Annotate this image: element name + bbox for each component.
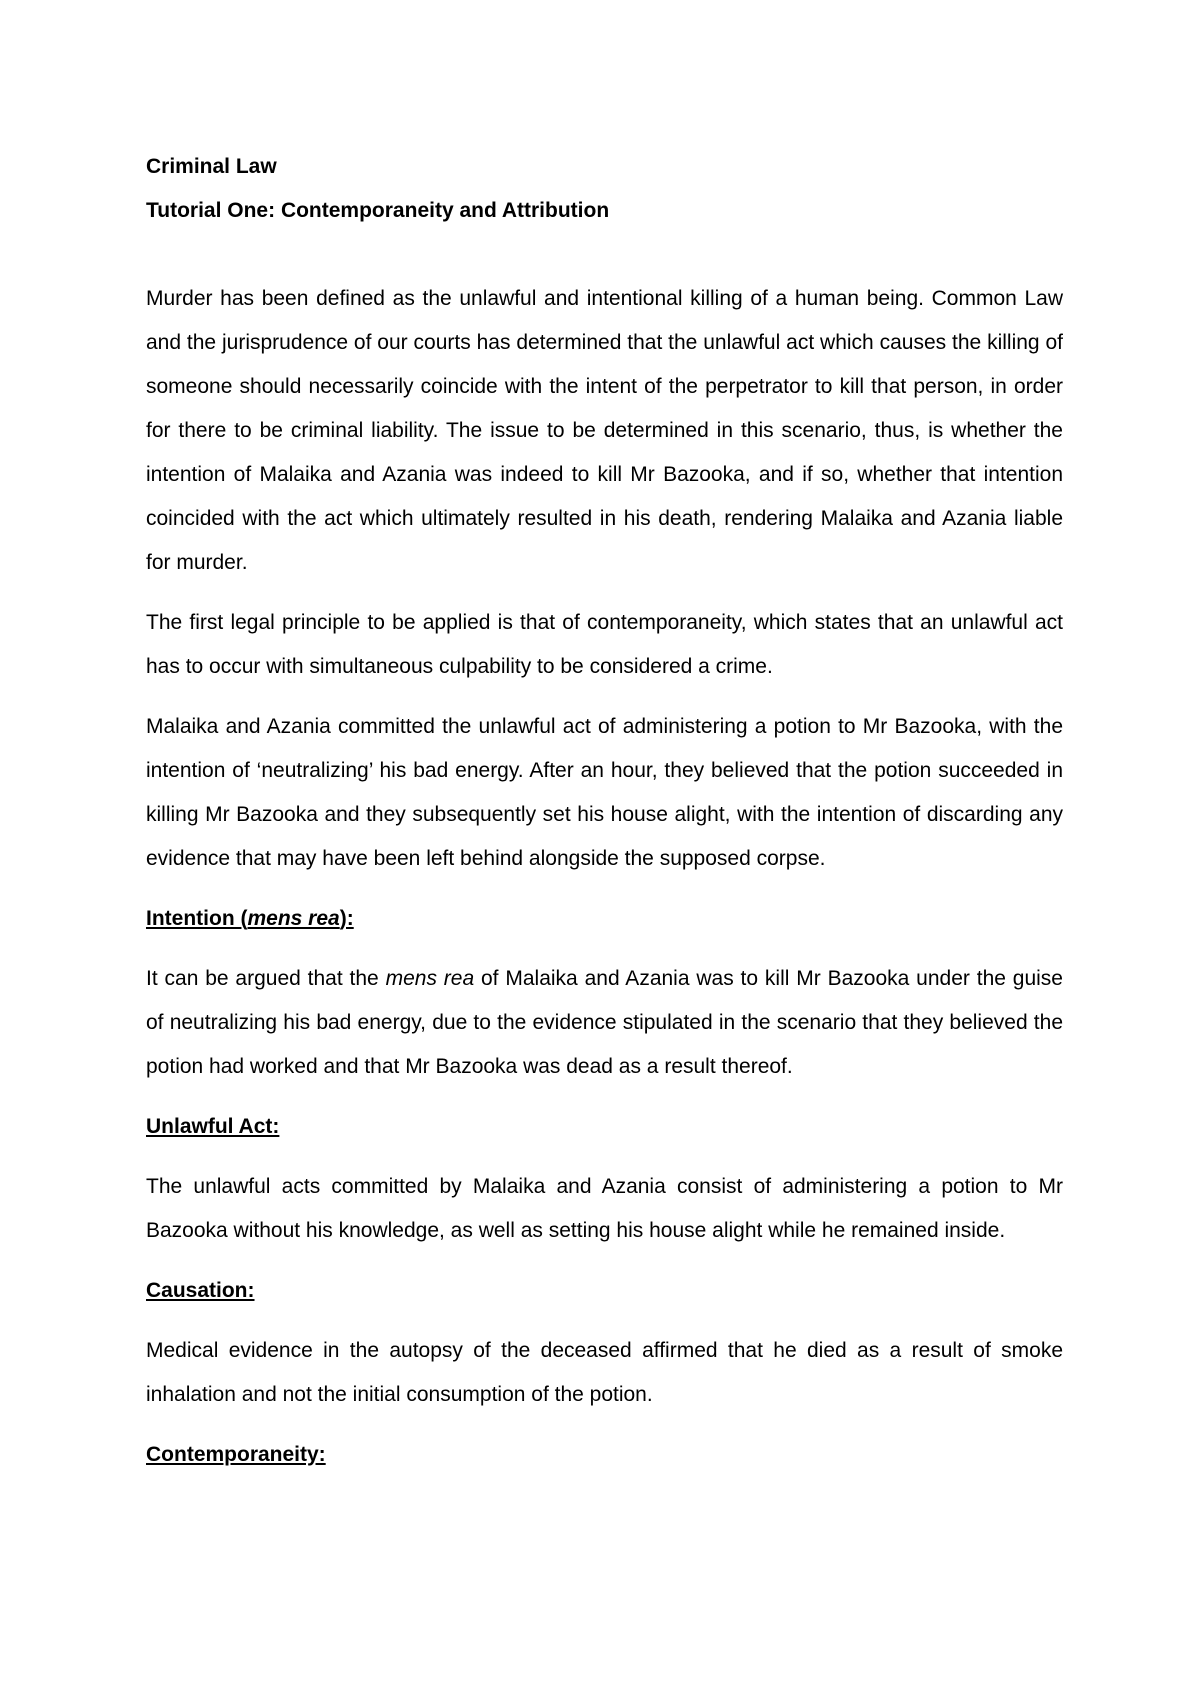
document-subtitle: Tutorial One: Contemporaneity and Attribution (146, 199, 610, 222)
unlawful-act-paragraph: The unlawful acts committed by Malaika and Azania consist of administering a potion to Mr Bazooka without his knowledge, as well as setting his house alight while he remained inside. (146, 1175, 1063, 1242)
intention-text-italic: mens rea (385, 967, 475, 990)
intention-text-before: It can be argued that the (146, 967, 386, 990)
facts-paragraph: Malaika and Azania committed the unlawful act of administering a potion to Mr Bazooka, with the intention of ‘neutralizing’ his bad energy. After an hour, they believed that the potion succeeded in killing Mr Bazooka and they subsequently set his house alight, with the intention of discarding any evidence that may have been left behind alongside the supposed corpse. (146, 715, 1063, 870)
contemporaneity-heading: Contemporaneity: (146, 1443, 326, 1466)
intention-heading (146, 897, 1063, 941)
causation-paragraph: Medical evidence in the autopsy of the deceased affirmed that he died as a result of smoke inhalation and not the initial consumption of the potion. (146, 1339, 1063, 1406)
principle-paragraph: The first legal principle to be applied is that of contemporaneity, which states that an unlawful act has to occur with simultaneous culpability to be considered a crime. (146, 611, 1063, 678)
intention-heading-italic: mens rea (247, 907, 340, 930)
intention-paragraph (146, 957, 1063, 1089)
spacer (146, 1417, 1063, 1433)
spacer (146, 881, 1063, 897)
intention-text-after: of Malaika and Azania was to kill Mr Bazooka under the guise of neutralizing his bad energy, due to the evidence stipulated in the scenario that they believed the potion had worked and that Mr Bazooka was dead as a result thereof. (146, 967, 1063, 1078)
unlawful-act-heading: Unlawful Act: (146, 1115, 280, 1138)
causation-heading: Causation: (146, 1279, 255, 1302)
spacer (146, 233, 1063, 277)
spacer (146, 1253, 1063, 1269)
document-body (146, 145, 1063, 1477)
intention-heading-before: Intention ( (146, 907, 248, 930)
intro-paragraph: Murder has been defined as the unlawful and intentional killing of a human being. Common Law and the jurisprudence of our courts has determined that the unlawful act which causes the killing of someone should necessarily coincide with the intent of the perpetrator to kill that person, in order for there to be criminal liability. The issue to be determined in this scenario, thus, is whether the intention of Malaika and Azania was indeed to kill Mr Bazooka, and if so, whether that intention coincided with the act which ultimately resulted in his death, rendering Malaika and Azania liable for murder. (146, 287, 1063, 574)
spacer (146, 689, 1063, 705)
spacer (146, 1149, 1063, 1165)
spacer (146, 941, 1063, 957)
intention-heading-after: ): (339, 907, 354, 930)
spacer (146, 1089, 1063, 1105)
spacer (146, 585, 1063, 601)
document-title: Criminal Law (146, 155, 277, 178)
spacer (146, 1313, 1063, 1329)
